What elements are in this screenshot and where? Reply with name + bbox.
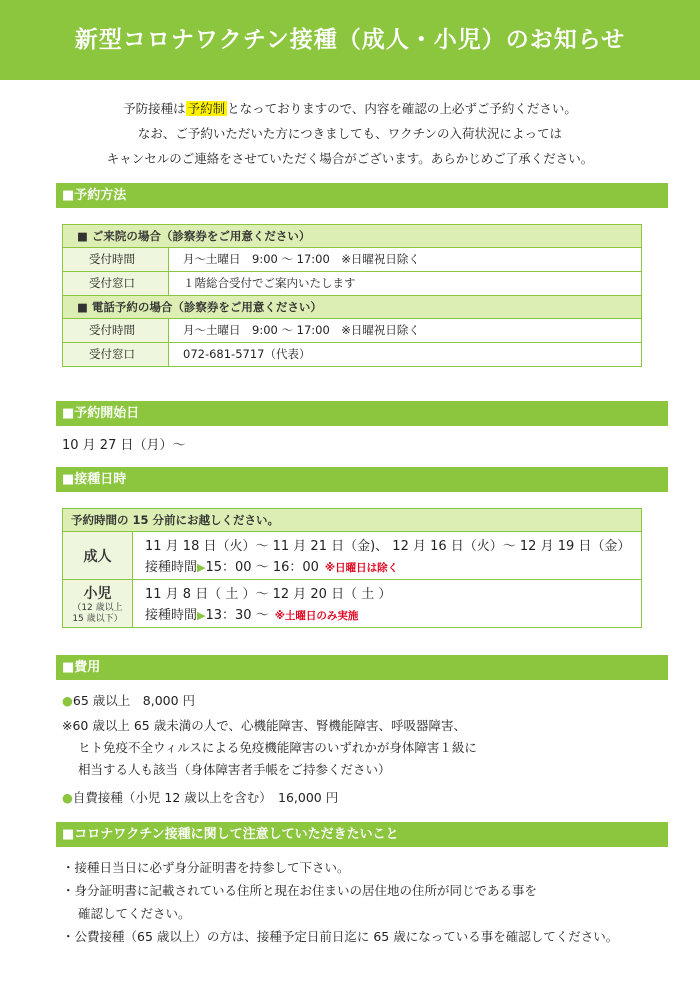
list-item: ・接種日当日に必ず身分証明書を持参して下さい。 — [62, 860, 350, 875]
fee-item-senior — [62, 690, 195, 712]
child-remark: ※土曜日のみ実施 — [274, 610, 359, 622]
section-reservation-heading: ■予約方法 — [56, 183, 668, 208]
row-key: 受付時間 — [63, 319, 169, 342]
fee-note-line3: 相当する人も該当（身体障害者手帳をご持参ください） — [78, 762, 391, 777]
child-time-label: 接種時間 — [145, 608, 198, 623]
fee-note-line1: ※60 歳以上 65 歳未満の人で、心機能障害、腎機能障害、呼吸器障害、 — [62, 718, 466, 733]
list-item: ・身分証明書に記載されている住所と現在お住まいの居住地の住所が同じである事を — [62, 883, 538, 898]
adult-time-label: 接種時間 — [145, 560, 198, 575]
child-age-1: （12 歳以上 — [72, 602, 123, 613]
intro-line3: キャンセルのご連絡をさせていただく場合がございます。あらかじめご了承ください。 — [106, 151, 594, 166]
adult-detail — [133, 532, 641, 579]
intro-line1-post: となっておりますので、内容を確認の上必ずご予約ください。 — [227, 101, 577, 116]
table-row — [63, 343, 641, 366]
triangle-arrow-icon: ▶ — [197, 561, 206, 574]
child-time: 13：30 ～ — [205, 608, 269, 623]
row-value: 月～土曜日 9:00 ～ 17:00 ※日曜祝日除く — [183, 252, 420, 266]
fee-note-line2: ヒト免疫不全ウィルスによる免疫機能障害のいずれかが身体障害１級に — [78, 740, 477, 755]
highlight-reservation: 予約制 — [187, 101, 226, 116]
child-label-cell — [63, 580, 133, 627]
adult-label-cell — [63, 532, 133, 579]
reservation-table — [62, 224, 642, 367]
phone-subheading: ■ 電話予約の場合（診察券をご用意ください） — [63, 296, 641, 319]
section-start-heading: ■予約開始日 — [56, 401, 668, 426]
child-age-2: 15 歳以下） — [72, 613, 123, 624]
bullet-dot-icon: ● — [62, 693, 73, 708]
fee-self-text: 自費接種（小児 12 歳以上を含む） 16,000 円 — [72, 790, 339, 805]
section-fee-heading: ■費用 — [56, 655, 668, 680]
adult-row — [63, 532, 641, 580]
table-row — [63, 272, 641, 296]
row-value: １階総合受付でご案内いたします — [183, 276, 356, 290]
section-schedule-heading: ■接種日時 — [56, 467, 668, 492]
list-item-cont: 確認してください。 — [78, 906, 191, 921]
triangle-arrow-icon: ▶ — [197, 609, 206, 622]
intro-line2: なお、ご予約いただいた方につきましても、ワクチンの入荷状況によっては — [137, 126, 563, 141]
adult-label: 成人 — [83, 548, 112, 565]
list-item: ・公費接種（65 歳以上）の方は、接種予定日前日迄に 65 歳になっている事を確認してください。 — [62, 929, 619, 944]
row-key: 受付窓口 — [63, 343, 169, 366]
table-row — [63, 319, 641, 343]
start-date: 10 月 27 日（月）～ — [62, 438, 186, 453]
visit-subheading: ■ ご来院の場合（診察券をご用意ください） — [63, 225, 641, 248]
child-row — [63, 580, 641, 627]
bullet-dot-icon: ● — [62, 790, 73, 805]
adult-dates: 11 月 18 日（火）～ 11 月 21 日（金)、 12 月 16 日（火）～ 12 月 19 日（金） — [145, 539, 631, 554]
row-value: 072-681-5717（代表） — [183, 347, 311, 361]
adult-time: 15：00 ～ 16：00 — [205, 560, 319, 575]
child-dates: 11 月 8 日（ 土 ）～ 12 月 20 日（ 土 ） — [145, 587, 392, 602]
row-key: 受付時間 — [63, 248, 169, 271]
child-label: 小児 — [83, 585, 112, 602]
row-value: 月～土曜日 9:00 ～ 17:00 ※日曜祝日除く — [183, 323, 420, 337]
schedule-note: 予約時間の 15 分前にお越しください。 — [63, 509, 641, 532]
row-key: 受付窓口 — [63, 272, 169, 295]
schedule-table — [62, 508, 642, 628]
adult-remark: ※日曜日は除く — [324, 562, 399, 574]
fee-note — [62, 715, 477, 781]
intro-line1-pre: 予防接種は — [123, 101, 186, 116]
section-caution-heading: ■コロナワクチン接種に関して注意していただきたいこと — [56, 822, 668, 847]
fee-item-self — [62, 787, 338, 809]
fee-senior-text: 65 歳以上 8,000 円 — [72, 693, 196, 708]
intro-text — [0, 96, 700, 171]
child-detail — [133, 580, 641, 627]
caution-list — [62, 856, 618, 948]
table-row — [63, 248, 641, 272]
page-title: 新型コロナワクチン接種（成人・小児）のお知らせ — [0, 0, 700, 80]
